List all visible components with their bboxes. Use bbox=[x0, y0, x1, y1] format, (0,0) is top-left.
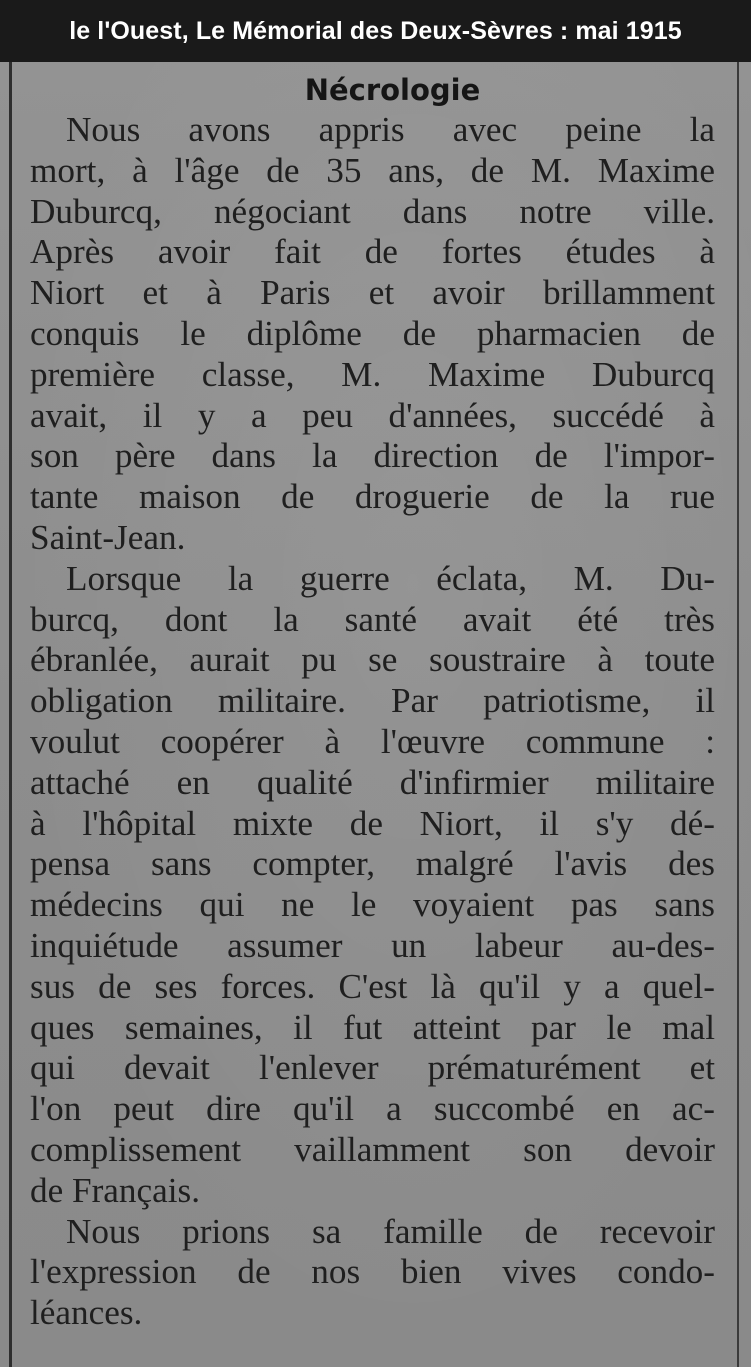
text-line: de Français. bbox=[30, 1170, 201, 1210]
text-line: Nous prions sa famille de recevoir bbox=[66, 1211, 715, 1251]
paragraph-2 bbox=[30, 559, 715, 1212]
paragraph-1 bbox=[30, 110, 715, 559]
article-headline: Nécrologie bbox=[304, 73, 481, 107]
text-line: Nous avons appris avec peine la bbox=[66, 110, 715, 149]
text-line: sus de ses forces. C'est là qu'il y a quel- bbox=[30, 966, 715, 1006]
text-line: conquis le diplôme de pharmacien de bbox=[30, 313, 715, 353]
text-line: attaché en qualité d'infirmier militaire bbox=[30, 762, 715, 802]
text-line: qui devait l'enlever prématurément et bbox=[30, 1048, 715, 1088]
text-line: Lorsque la guerre éclata, M. Du- bbox=[66, 558, 715, 598]
text-line: tante maison de droguerie de la rue bbox=[30, 477, 715, 517]
text-line: Après avoir fait de fortes études à bbox=[30, 232, 715, 272]
text-line: complissement vaillamment son devoir bbox=[30, 1129, 715, 1169]
text-line: son père dans la direction de l'impor- bbox=[30, 436, 715, 476]
caption-bar bbox=[0, 0, 751, 62]
text-line: mort, à l'âge de 35 ans, de M. Maxime bbox=[30, 150, 715, 190]
text-line: avait, il y a peu d'années, succédé à bbox=[30, 395, 715, 435]
obituary-article bbox=[30, 70, 715, 1334]
text-line: voulut coopérer à l'œuvre commune : bbox=[30, 721, 715, 761]
text-line: Saint-Jean. bbox=[30, 517, 186, 557]
text-line: l'expression de nos bien vives condo- bbox=[30, 1252, 715, 1292]
caption-text: le l'Ouest, Le Mémorial des Deux-Sèvres : mai 1915 bbox=[69, 16, 682, 45]
text-line: médecins qui ne le voyaient pas sans bbox=[30, 885, 715, 925]
paragraph-3 bbox=[30, 1212, 715, 1334]
text-line: Niort et à Paris et avoir brillamment bbox=[30, 273, 715, 313]
text-line: l'on peut dire qu'il a succombé en ac- bbox=[30, 1089, 715, 1129]
text-line: à l'hôpital mixte de Niort, il s'y dé- bbox=[30, 803, 715, 843]
column-rule-left bbox=[9, 62, 12, 1367]
text-line: ques semaines, il fut atteint par le mal bbox=[30, 1007, 715, 1047]
text-line: ébranlée, aurait pu se soustraire à toute bbox=[30, 640, 715, 680]
text-line: Duburcq, négociant dans notre ville. bbox=[30, 191, 715, 231]
text-line: burcq, dont la santé avait été très bbox=[30, 599, 715, 639]
text-line: léances. bbox=[30, 1293, 143, 1333]
newspaper-scan bbox=[0, 62, 751, 1367]
text-line: pensa sans compter, malgré l'avis des bbox=[30, 844, 715, 884]
text-line: première classe, M. Maxime Duburcq bbox=[30, 354, 715, 394]
column-rule-right bbox=[737, 62, 739, 1367]
text-line: obligation militaire. Par patriotisme, il bbox=[30, 681, 715, 721]
text-line: inquiétude assumer un labeur au-des- bbox=[30, 925, 715, 965]
